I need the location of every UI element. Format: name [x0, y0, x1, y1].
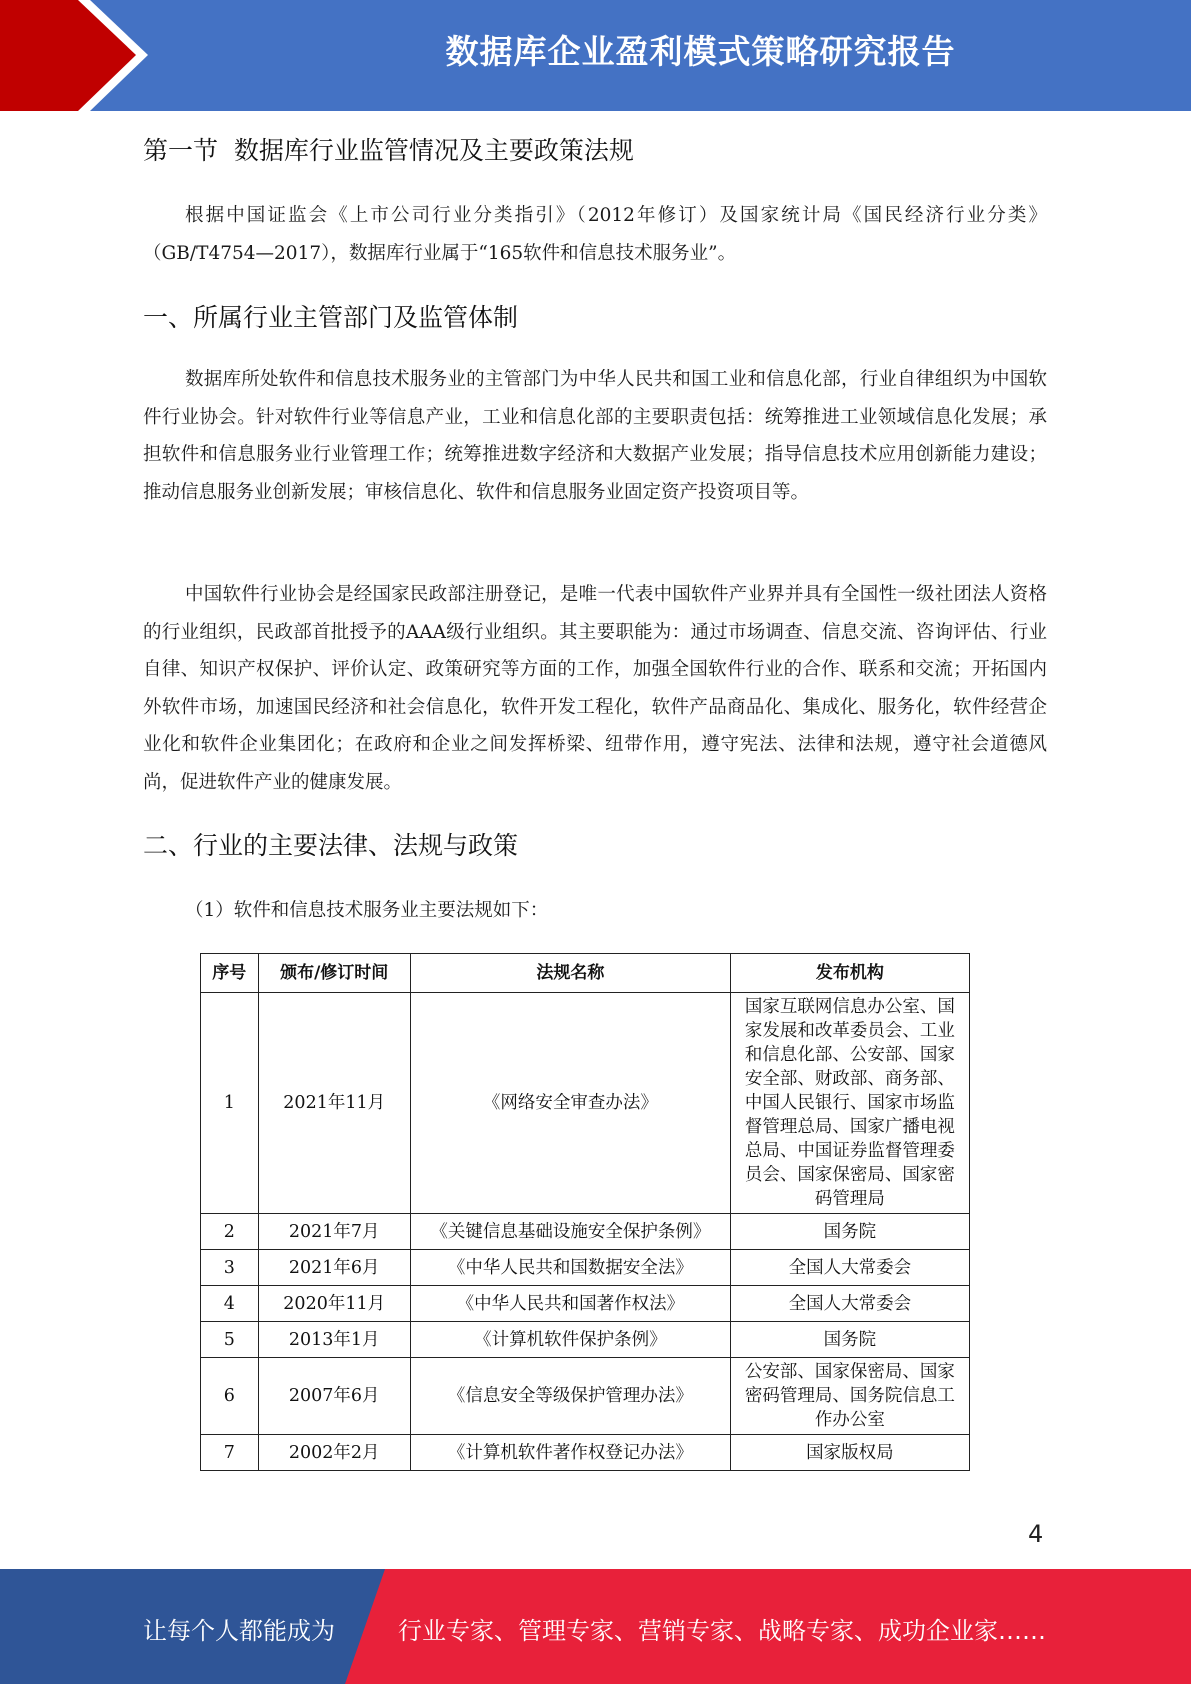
cell-serial: 4	[201, 1286, 259, 1322]
table-row	[201, 1214, 970, 1250]
cell-date: 2021年11月	[258, 993, 410, 1214]
regulations-table	[200, 953, 970, 1471]
cell-regulation: 《计算机软件著作权登记办法》	[410, 1435, 730, 1471]
cell-serial: 5	[201, 1322, 259, 1358]
section-title: 第一节 数据库行业监管情况及主要政策法规	[143, 136, 634, 165]
header-arrow-decoration	[0, 0, 160, 111]
cell-issuer: 全国人大常委会	[730, 1250, 969, 1286]
cell-serial: 3	[201, 1250, 259, 1286]
cell-issuer: 国家互联网信息办公室、国家发展和改革委员会、工业和信息化部、公安部、国家安全部、财政部、商务部、中国人民银行、国家市场监督管理总局、国家广播电视总局、中国证券监督管理委员会、国家保密局、国家密码管理局	[730, 993, 969, 1214]
cell-regulation: 《信息安全等级保护管理办法》	[410, 1358, 730, 1435]
cell-date: 2007年6月	[258, 1358, 410, 1435]
footer-slogan-left: 让每个人都能成为	[143, 1617, 335, 1645]
paragraph-ministry: 数据库所处软件和信息技术服务业的主管部门为中华人民共和国工业和信息化部，行业自律组织为中国软件行业协会。针对软件行业等信息产业，工业和信息化部的主要职责包括：统筹推进工业领域信息化发展；承担软件和信息服务业行业管理工作；统筹推进数字经济和大数据产业发展；指导信息技术应用创新能力建设；推动信息服务业创新发展；审核信息化、软件和信息服务业固定资产投资项目等。	[143, 369, 1047, 503]
table-row	[201, 1322, 970, 1358]
cell-serial: 6	[201, 1358, 259, 1435]
cell-regulation: 《网络安全审查办法》	[410, 993, 730, 1214]
cell-issuer: 国务院	[730, 1214, 969, 1250]
subsection-title-2: 二、行业的主要法律、法规与政策	[143, 831, 519, 860]
report-title: 数据库企业盈利模式策略研究报告	[445, 32, 956, 71]
page-footer	[0, 1569, 1191, 1684]
cell-issuer: 国家版权局	[730, 1435, 969, 1471]
table-header-row	[201, 954, 970, 993]
table-row	[201, 993, 970, 1214]
cell-issuer: 全国人大常委会	[730, 1286, 969, 1322]
cell-date: 2020年11月	[258, 1286, 410, 1322]
cell-date: 2002年2月	[258, 1435, 410, 1471]
table-row	[201, 1286, 970, 1322]
footer-slogan-right: 行业专家、管理专家、营销专家、战略专家、成功企业家……	[398, 1617, 1046, 1645]
cell-regulation: 《中华人民共和国著作权法》	[410, 1286, 730, 1322]
subsection-title-1: 一、所属行业主管部门及监管体制	[143, 303, 519, 332]
intro-paragraph: 根据中国证监会《上市公司行业分类指引》（2012年修订）及国家统计局《国民经济行业分类》（GB/T4754—2017），数据库行业属于“165软件和信息技术服务业”。	[143, 205, 1047, 264]
cell-regulation: 《中华人民共和国数据安全法》	[410, 1250, 730, 1286]
cell-serial: 1	[201, 993, 259, 1214]
table-row	[201, 1435, 970, 1471]
table-row	[201, 1358, 970, 1435]
cell-issuer: 国务院	[730, 1322, 969, 1358]
cell-serial: 7	[201, 1435, 259, 1471]
cell-serial: 2	[201, 1214, 259, 1250]
header-serial: 序号	[201, 954, 259, 993]
header-issuer: 发布机构	[730, 954, 969, 993]
table-caption: （1）软件和信息技术服务业主要法规如下：	[185, 900, 549, 921]
cell-regulation: 《计算机软件保护条例》	[410, 1322, 730, 1358]
paragraph-association: 中国软件行业协会是经国家民政部注册登记，是唯一代表中国软件产业界并具有全国性一级社团法人资格的行业组织，民政部首批授予的AAA级行业组织。其主要职能为：通过市场调查、信息交流、咨询评估、行业自律、知识产权保护、评价认定、政策研究等方面的工作，加强全国软件行业的合作、联系和交流；开拓国内外软件市场，加速国民经济和社会信息化，软件开发工程化，软件产品商品化、集成化、服务化，软件经营企业化和软件企业集团化；在政府和企业之间发挥桥梁、纽带作用，遵守宪法、法律和法规，遵守社会道德风尚，促进软件产业的健康发展。	[143, 584, 1047, 793]
header-date: 颁布/修订时间	[258, 954, 410, 993]
page-number: 4	[1028, 1520, 1044, 1548]
header-regulation: 法规名称	[410, 954, 730, 993]
cell-date: 2013年1月	[258, 1322, 410, 1358]
cell-date: 2021年6月	[258, 1250, 410, 1286]
table-row	[201, 1250, 970, 1286]
page-header	[0, 0, 1191, 111]
cell-date: 2021年7月	[258, 1214, 410, 1250]
cell-regulation: 《关键信息基础设施安全保护条例》	[410, 1214, 730, 1250]
cell-issuer: 公安部、国家保密局、国家密码管理局、国务院信息工作办公室	[730, 1358, 969, 1435]
